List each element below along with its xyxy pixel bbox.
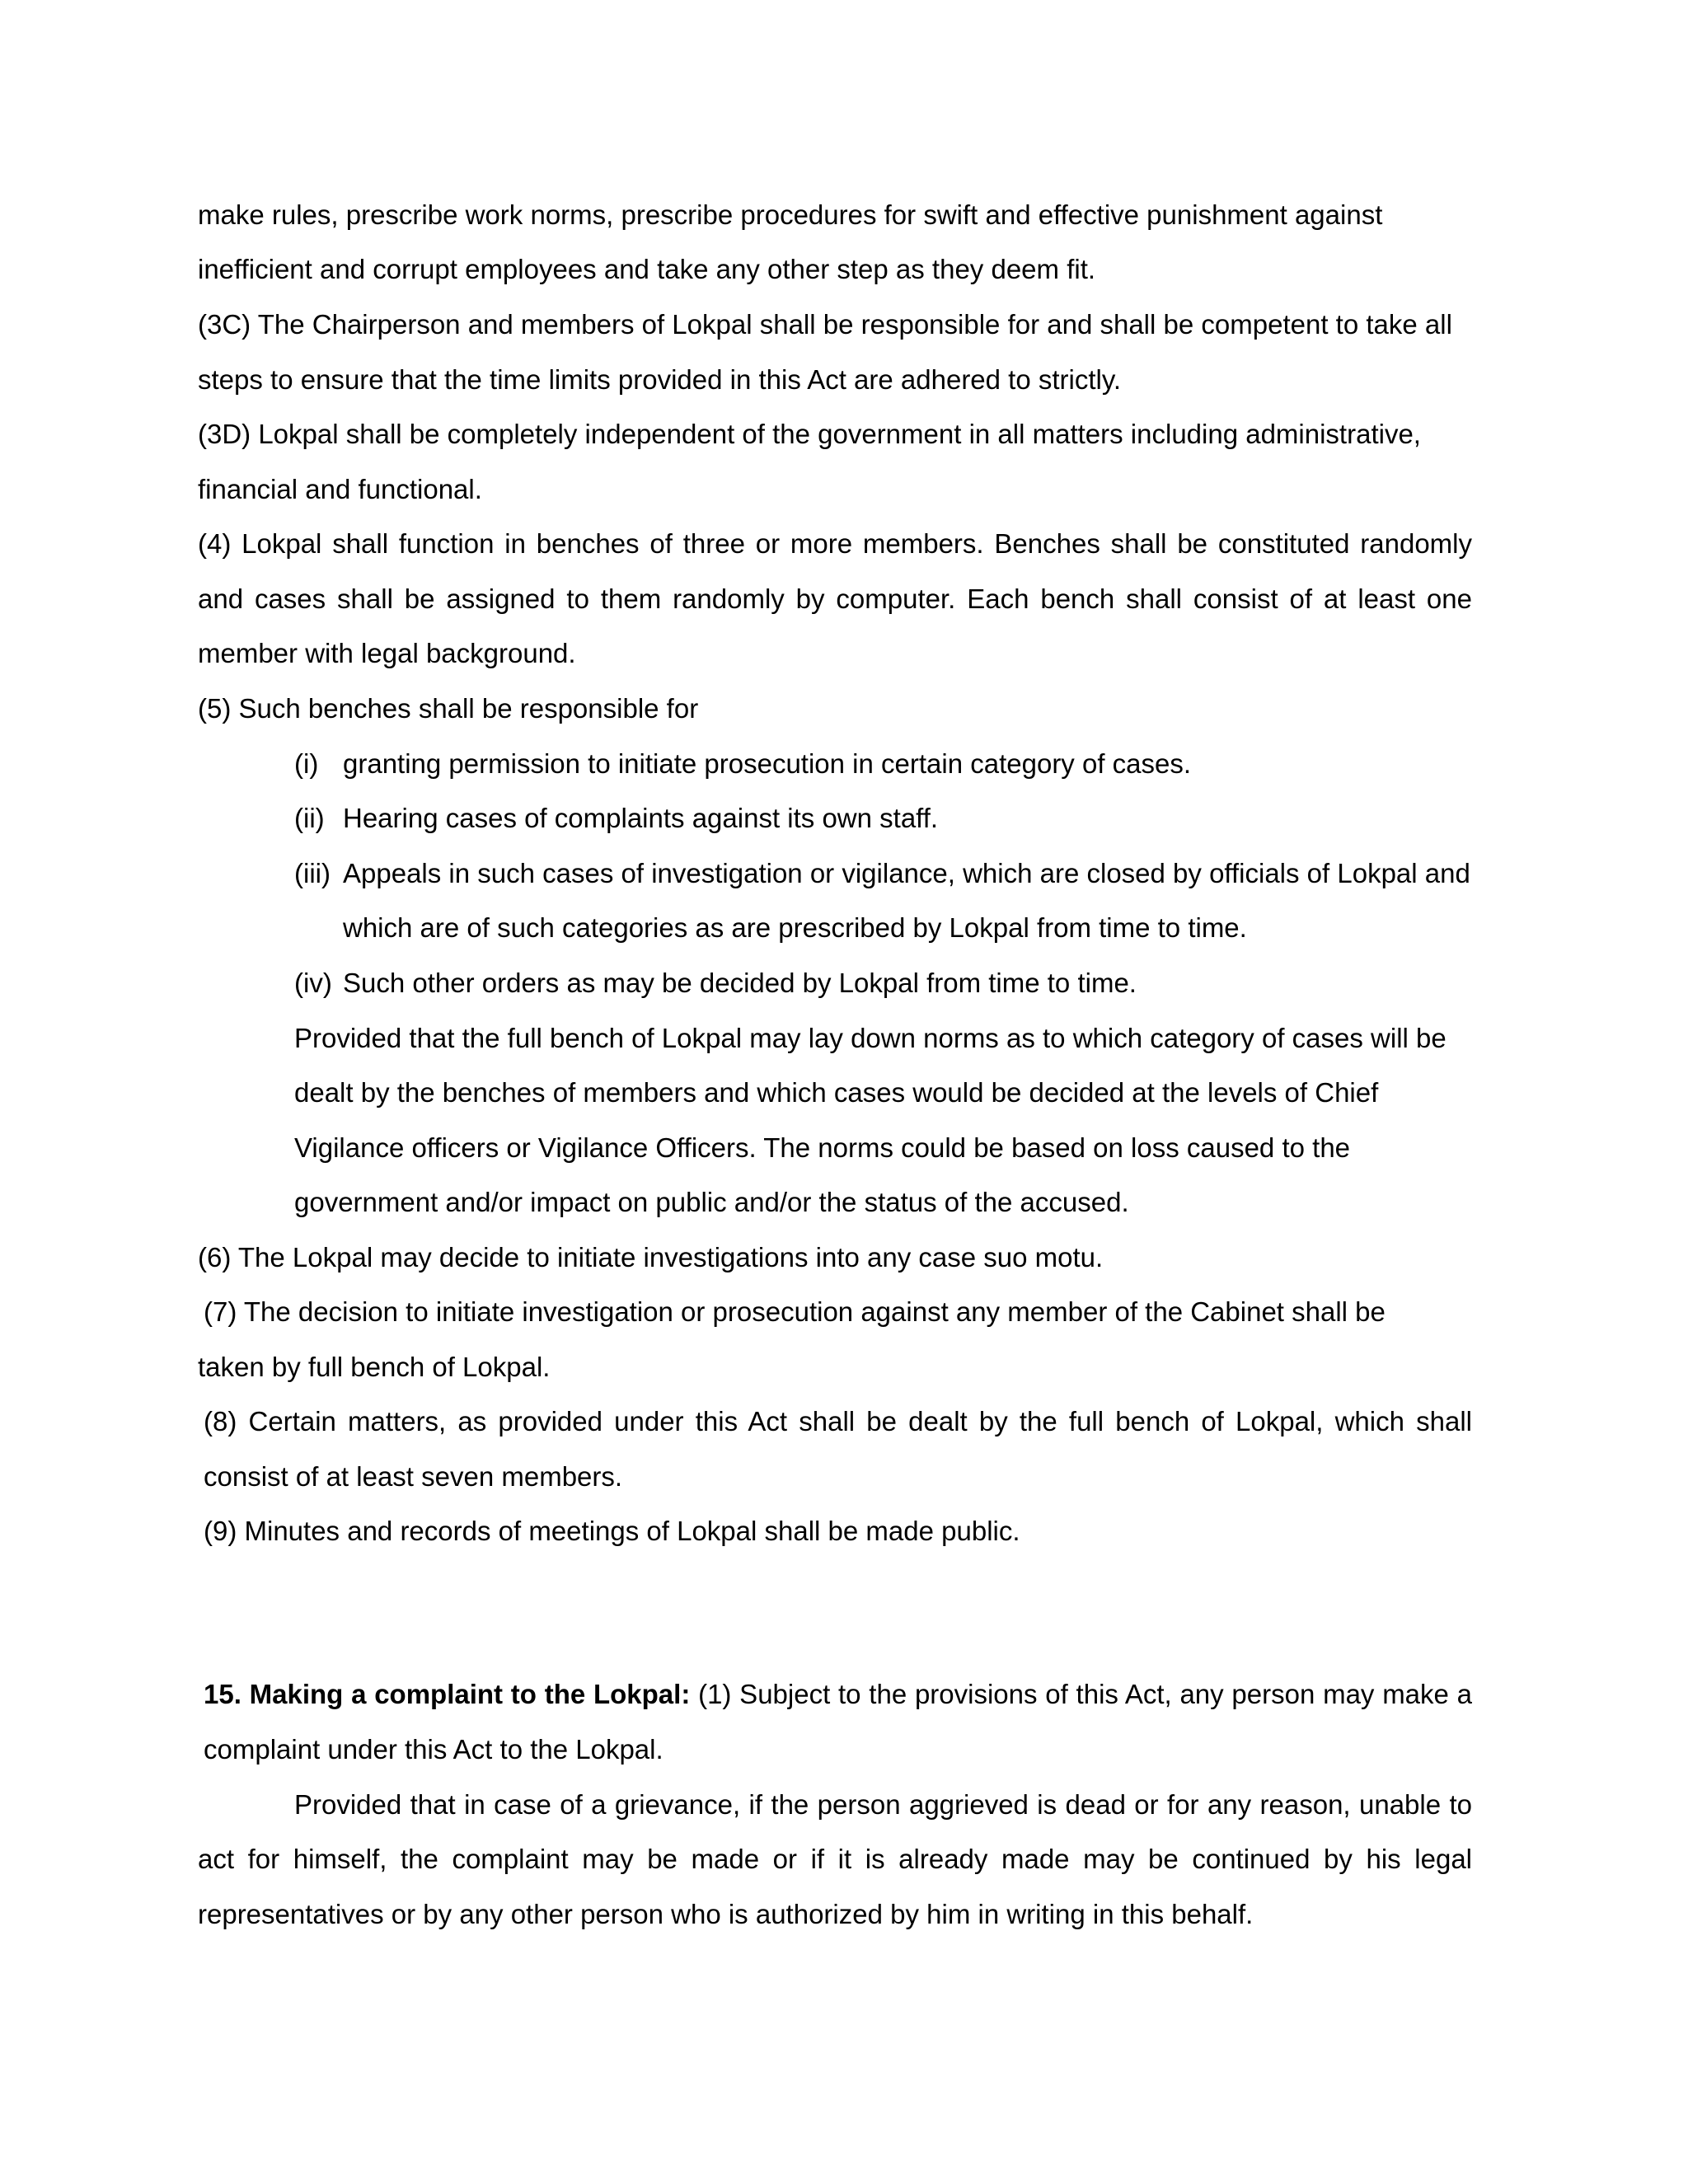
text-line: and cases shall be assigned to them randomly by computer. Each bench shall consist of at least one xyxy=(198,583,1472,614)
text-span: (1) Subject to the provisions of this Act, any person may make a xyxy=(690,1679,1473,1709)
section-15-heading-line xyxy=(204,1678,1472,1711)
text-line: steps to ensure that the time limits provided in this Act are adhered to strictly. xyxy=(198,364,1122,395)
proviso-line: Vigilance officers or Vigilance Officers. The norms could be based on loss caused to the xyxy=(294,1132,1351,1163)
list-item: Appeals in such cases of investigation or vigilance, which are closed by officials of Lokpal and xyxy=(343,858,1470,888)
list-item-number: (i) xyxy=(294,748,319,779)
text-line: (3C) The Chairperson and members of Lokpal shall be responsible for and shall be competent to take all xyxy=(198,309,1452,340)
proviso-line: Provided that in case of a grievance, if the person aggrieved is dead or for any reason, unable to xyxy=(294,1789,1472,1820)
list-item: granting permission to initiate prosecution in certain category of cases. xyxy=(343,748,1192,779)
text-line: act for himself, the complaint may be made or if it is already made may be continued by his legal xyxy=(198,1844,1472,1874)
text-line: (7) The decision to initiate investigation or prosecution against any member of the Cabinet shall be xyxy=(204,1296,1386,1327)
text-line: (6) The Lokpal may decide to initiate investigations into any case suo motu. xyxy=(198,1242,1104,1272)
text-line: member with legal background. xyxy=(198,638,576,668)
list-item: Such other orders as may be decided by Lokpal from time to time. xyxy=(343,968,1137,998)
text-line: consist of at least seven members. xyxy=(204,1461,623,1492)
text-line: inefficient and corrupt employees and take any other step as they deem fit. xyxy=(198,254,1096,284)
list-item-number: (ii) xyxy=(294,803,325,833)
proviso-line: government and/or impact on public and/or the status of the accused. xyxy=(294,1187,1129,1217)
text-line: (5) Such benches shall be responsible for xyxy=(198,693,699,724)
proviso-line: Provided that the full bench of Lokpal may lay down norms as to which category of cases will be xyxy=(294,1023,1447,1053)
text-line: complaint under this Act to the Lokpal. xyxy=(204,1734,663,1765)
text-line: (4) Lokpal shall function in benches of three or more members. Benches shall be constituted randomly xyxy=(198,528,1472,559)
list-item: Hearing cases of complaints against its own staff. xyxy=(343,803,939,833)
proviso-line: dealt by the benches of members and which cases would be decided at the levels of Chief xyxy=(294,1077,1379,1108)
list-item-number: (iv) xyxy=(294,968,332,998)
text-line: make rules, prescribe work norms, prescribe procedures for swift and effective punishment against xyxy=(198,199,1383,230)
text-line: representatives or by any other person who is authorized by him in writing in this behalf. xyxy=(198,1899,1254,1929)
text-line: financial and functional. xyxy=(198,474,482,504)
text-line: (8) Certain matters, as provided under this Act shall be dealt by the full bench of Lokpal, which shall xyxy=(204,1406,1472,1436)
section-15-heading: 15. Making a complaint to the Lokpal: xyxy=(204,1679,691,1709)
text-line: taken by full bench of Lokpal. xyxy=(198,1352,551,1382)
text-line: (9) Minutes and records of meetings of Lokpal shall be made public. xyxy=(204,1516,1020,1546)
list-item-continuation: which are of such categories as are prescribed by Lokpal from time to time. xyxy=(343,912,1247,943)
list-item-number: (iii) xyxy=(294,858,331,888)
text-line: (3D) Lokpal shall be completely independent of the government in all matters including administrative, xyxy=(198,419,1421,449)
